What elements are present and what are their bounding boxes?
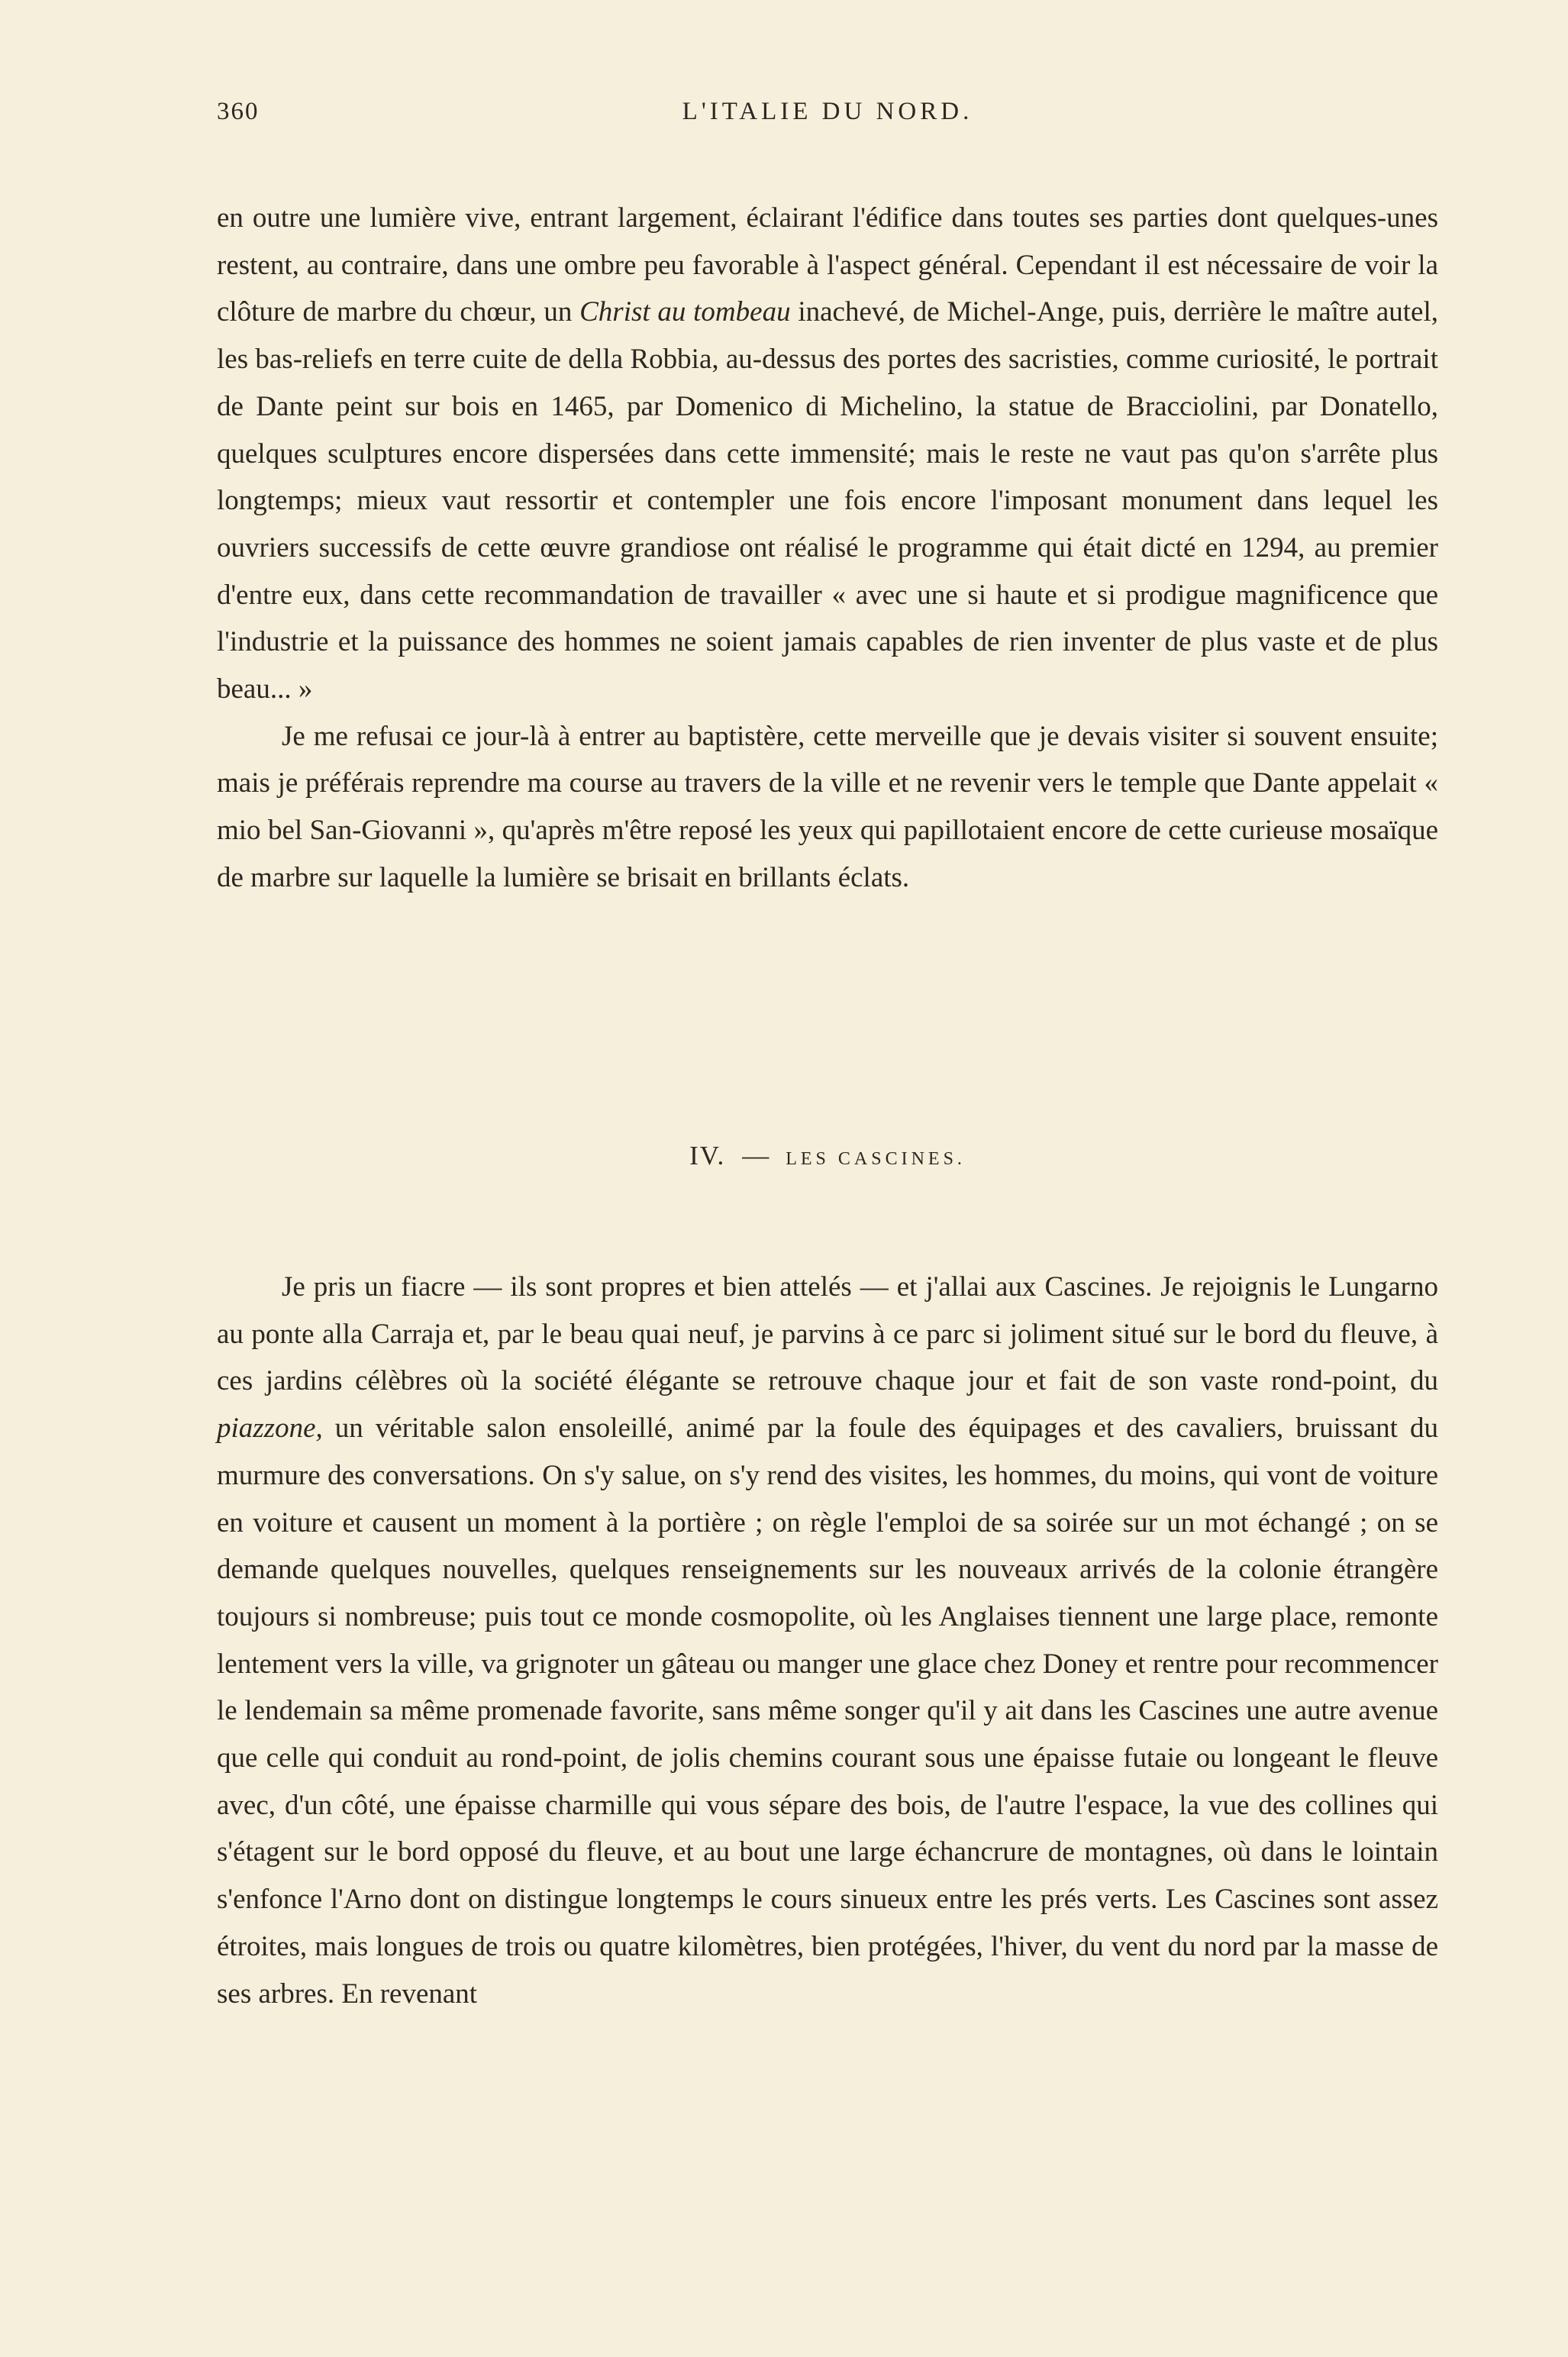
text-block-upper (217, 195, 1438, 902)
paragraph-text: inachevé, de Michel-Ange, puis, derrière le maître autel, les bas-reliefs en terre cuite de della Robbia, au-dessus des portes des sacristies, comme curiosité, le portrait de Dante peint sur bois en 1465, par Domenico di Michelino, la statue de Bracciolini, par Donatello, quelques sculptures encore dispersées dans cette immensité; mais le reste ne vaut pas qu'on s'arrête plus longtemps; mieux vaut ressortir et contempler une fois encore l'imposant monument dans lequel les ouvriers successifs de cette œuvre grandiose ont réalisé le programme qui était dicté en 1294, au premier d'entre eux, dans cette recommandation de travailler « avec une si haute et si prodigue magnificence que l'industrie et la puissance des hommes ne soient jamais capables de rien inventer de plus vaste et de plus beau... » (217, 296, 1438, 705)
paragraph-text: en outre une lumière vive, entrant largement, éclairant l'édifice dans toutes ses parties dont quelques-unes restent, au contraire, dans une ombre peu favorable à l'aspect général. Cependant il est nécessaire de voir la clôture de marbre du chœur, un (217, 202, 1438, 328)
section-title: LES CASCINES. (786, 1149, 966, 1169)
page-number: 360 (217, 98, 260, 125)
italic-term: piazzone, (217, 1413, 323, 1445)
section-numeral: IV. (689, 1141, 726, 1170)
paragraph-continuation (217, 195, 1438, 713)
paragraph-text: Je pris un fiacre — ils sont propres et bien attelés — et j'allai aux Cascines. Je rejoignis le Lungarno au ponte alla Carraja et, par le beau quai neuf, je parvins à ce parc si joliment situé sur le bord du fleuve, à ces jardins célèbres où la société élégante se retrouve chaque jour et fait de son vaste rond-point, du (217, 1271, 1438, 1397)
paragraph-baptistery: Je me refusai ce jour-là à entrer au baptistère, cette merveille que je devais visiter si souvent ensuite; mais je préférais reprendre ma course au travers de la ville et ne revenir vers le temple que Dante appelait « mio bel San-Giovanni », qu'après m'être reposé les yeux qui papillotaient encore de cette curieuse mosaïque de marbre sur laquelle la lumière se brisait en brillants éclats. (217, 720, 1438, 893)
section-dash: — (742, 1141, 769, 1170)
running-head (217, 98, 1438, 136)
text-block-lower (217, 1264, 1438, 2017)
section-heading (217, 1141, 1438, 1171)
paragraph-cascines (217, 1264, 1438, 2017)
paragraph-text: un véritable salon ensoleillé, animé par la foule des équipages et des cavaliers, bruissant du murmure des conversations. On s'y salue, on s'y rend des visites, les hommes, du moins, qui vont de voiture en voiture et causent un moment à la portière ; on règle l'emploi de sa soirée sur un mot échangé ; on se demande quelques nouvelles, quelques renseignements sur les nouveaux arrivés de la colonie étrangère toujours si nombreuse; puis tout ce monde cosmopolite, où les Anglaises tiennent une large place, remonte lentement vers la ville, va grignoter un gâteau ou manger une glace chez Doney et rentre pour recommencer le lendemain sa même promenade favorite, sans même songer qu'il y ait dans les Cascines une autre avenue que celle qui conduit au rond-point, de jolis chemins courant sous une épaisse futaie ou longeant le fleuve avec, d'un côté, une épaisse charmille qui vous sépare des bois, de l'autre l'espace, la vue des collines qui s'étagent sur le bord opposé du fleuve, et au bout une large échancrure de montagnes, où dans le lointain s'enfonce l'Arno dont on distingue longtemps le cours sinueux entre les prés verts. Les Cascines sont assez étroites, mais longues de trois ou quatre kilomètres, bien protégées, l'hiver, du vent du nord par la masse de ses arbres. En revenant (217, 1413, 1438, 2010)
running-title: L'ITALIE DU NORD. (682, 98, 973, 125)
artwork-title-italic: Christ au tombeau (579, 296, 791, 328)
